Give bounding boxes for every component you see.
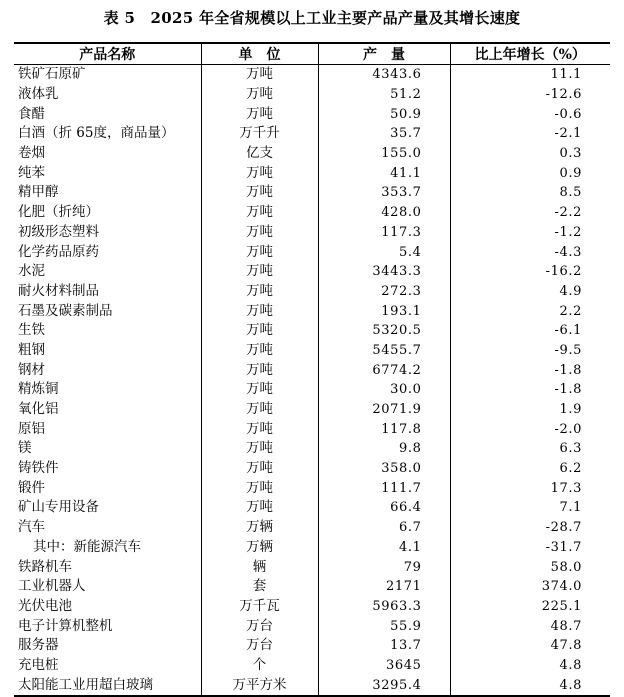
growth-cell: 2.2 — [450, 301, 610, 321]
products-table — [14, 42, 610, 697]
product-name-cell: 锻件 — [18, 479, 45, 496]
output-cell: 353.7 — [318, 183, 450, 203]
product-name-cell: 食醋 — [18, 105, 45, 122]
table-title: 表 5 2025 年全省规模以上工业主要产品产量及其增长速度 — [103, 9, 521, 27]
growth-cell: -4.3 — [450, 242, 610, 262]
product-name-cell: 工业机器人 — [18, 578, 86, 595]
output-cell: 5963.3 — [318, 597, 450, 617]
growth-cell: 4.9 — [450, 282, 610, 302]
unit-cell: 万吨 — [201, 439, 318, 459]
growth-cell: -2.1 — [450, 124, 610, 144]
table-row — [14, 538, 610, 558]
output-cell: 30.0 — [318, 380, 450, 400]
product-name-cell: 卷烟 — [18, 145, 45, 162]
table-row — [14, 124, 610, 144]
product-name-cell: 生铁 — [18, 322, 45, 339]
product-name-cell: 铁矿石原矿 — [18, 66, 86, 83]
unit-cell: 万吨 — [201, 459, 318, 479]
table-row — [14, 380, 610, 400]
unit-cell: 万吨 — [201, 478, 318, 498]
output-cell: 428.0 — [318, 203, 450, 223]
growth-cell: 225.1 — [450, 597, 610, 617]
output-cell: 55.9 — [318, 616, 450, 636]
header-growth: 比上年增长（%） — [450, 43, 610, 65]
unit-cell: 万吨 — [201, 223, 318, 243]
table-row — [14, 557, 610, 577]
growth-cell: -1.2 — [450, 223, 610, 243]
table-row — [14, 85, 610, 105]
product-name-cell: 钢材 — [18, 361, 45, 378]
table-row — [14, 65, 610, 85]
output-cell: 4.1 — [318, 538, 450, 558]
product-name-cell: 粗钢 — [18, 341, 45, 358]
unit-cell: 万吨 — [201, 282, 318, 302]
table-row — [14, 203, 610, 223]
product-name-cell: 服务器 — [18, 637, 59, 654]
table-row — [14, 301, 610, 321]
table-row — [14, 282, 610, 302]
header-output: 产 量 — [318, 43, 450, 65]
growth-cell: 8.5 — [450, 183, 610, 203]
unit-cell: 万台 — [201, 636, 318, 656]
unit-cell: 万吨 — [201, 419, 318, 439]
growth-cell: -0.6 — [450, 104, 610, 124]
table-body — [14, 65, 610, 697]
product-name-cell: 氧化铝 — [18, 401, 59, 418]
output-cell: 111.7 — [318, 478, 450, 498]
output-cell: 3443.3 — [318, 262, 450, 282]
unit-cell: 万吨 — [201, 183, 318, 203]
growth-cell: 374.0 — [450, 577, 610, 597]
output-cell: 2171 — [318, 577, 450, 597]
output-cell: 5.4 — [318, 242, 450, 262]
growth-cell: 7.1 — [450, 498, 610, 518]
product-name-cell: 水泥 — [18, 263, 45, 280]
header-unit: 单 位 — [201, 43, 318, 65]
unit-cell: 万千升 — [201, 124, 318, 144]
table-row — [14, 400, 610, 420]
output-cell: 5320.5 — [318, 321, 450, 341]
growth-cell: 0.9 — [450, 163, 610, 183]
growth-cell: -6.1 — [450, 321, 610, 341]
table-row — [14, 321, 610, 341]
growth-cell: 4.8 — [450, 656, 610, 676]
product-name-cell: 精甲醇 — [18, 184, 59, 201]
growth-cell: 4.8 — [450, 675, 610, 696]
unit-cell: 万吨 — [201, 341, 318, 361]
growth-cell: 17.3 — [450, 478, 610, 498]
unit-cell: 万吨 — [201, 163, 318, 183]
unit-cell: 万辆 — [201, 538, 318, 558]
table-row — [14, 341, 610, 361]
product-name-cell: 矿山专用设备 — [18, 499, 99, 516]
unit-cell: 辆 — [201, 557, 318, 577]
table-row — [14, 675, 610, 696]
unit-cell: 套 — [201, 577, 318, 597]
output-cell: 358.0 — [318, 459, 450, 479]
growth-cell: -1.8 — [450, 380, 610, 400]
unit-cell: 万吨 — [201, 321, 318, 341]
output-cell: 272.3 — [318, 282, 450, 302]
product-name-cell: 液体乳 — [18, 86, 59, 103]
table-row — [14, 242, 610, 262]
table-row — [14, 183, 610, 203]
growth-cell: 11.1 — [450, 65, 610, 85]
unit-cell: 个 — [201, 656, 318, 676]
output-cell: 66.4 — [318, 498, 450, 518]
product-name-cell: 铸铁件 — [18, 460, 59, 477]
growth-cell: -28.7 — [450, 518, 610, 538]
unit-cell: 万吨 — [201, 498, 318, 518]
table-row — [14, 636, 610, 656]
header-product-name: 产品名称 — [14, 43, 201, 65]
product-name-cell: 其中：新能源汽车 — [33, 538, 141, 555]
table-row — [14, 616, 610, 636]
product-name-cell: 石墨及碳素制品 — [18, 302, 113, 319]
product-name-cell: 汽车 — [18, 519, 45, 536]
growth-cell: 6.3 — [450, 439, 610, 459]
table-row — [14, 577, 610, 597]
growth-cell: -12.6 — [450, 85, 610, 105]
output-cell: 6.7 — [318, 518, 450, 538]
output-cell: 3645 — [318, 656, 450, 676]
product-name-cell: 化肥（折纯） — [18, 204, 99, 221]
product-name-cell: 初级形态塑料 — [18, 223, 99, 240]
product-name-cell: 白酒（折 65度，商品量） — [18, 125, 175, 142]
output-cell: 117.8 — [318, 419, 450, 439]
growth-cell: 1.9 — [450, 400, 610, 420]
growth-cell: 0.3 — [450, 144, 610, 164]
growth-cell: -2.0 — [450, 419, 610, 439]
growth-cell: -2.2 — [450, 203, 610, 223]
unit-cell: 万平方米 — [201, 675, 318, 696]
product-name-cell: 原铝 — [18, 420, 45, 437]
product-name-cell: 化学药品原药 — [18, 243, 99, 260]
table-row — [14, 262, 610, 282]
unit-cell: 万台 — [201, 616, 318, 636]
table-row — [14, 163, 610, 183]
product-name-cell: 电子计算机整机 — [18, 617, 113, 634]
unit-cell: 万吨 — [201, 65, 318, 85]
table-header-row — [14, 43, 610, 65]
output-cell: 41.1 — [318, 163, 450, 183]
output-cell: 117.3 — [318, 223, 450, 243]
table-row — [14, 104, 610, 124]
growth-cell: -1.8 — [450, 360, 610, 380]
output-cell: 50.9 — [318, 104, 450, 124]
table-row — [14, 144, 610, 164]
product-name-cell: 充电桩 — [18, 656, 59, 673]
table-row — [14, 459, 610, 479]
unit-cell: 万千瓦 — [201, 597, 318, 617]
growth-cell: 48.7 — [450, 616, 610, 636]
table-row — [14, 360, 610, 380]
unit-cell: 万吨 — [201, 242, 318, 262]
product-name-cell: 镁 — [18, 440, 32, 457]
growth-cell: -31.7 — [450, 538, 610, 558]
output-cell: 79 — [318, 557, 450, 577]
table-row — [14, 419, 610, 439]
unit-cell: 万吨 — [201, 380, 318, 400]
output-cell: 193.1 — [318, 301, 450, 321]
unit-cell: 万吨 — [201, 203, 318, 223]
product-name-cell: 光伏电池 — [18, 597, 72, 614]
output-cell: 5455.7 — [318, 341, 450, 361]
product-name-cell: 太阳能工业用超白玻璃 — [18, 676, 153, 693]
growth-cell: -9.5 — [450, 341, 610, 361]
table-row — [14, 223, 610, 243]
unit-cell: 万吨 — [201, 301, 318, 321]
unit-cell: 万吨 — [201, 104, 318, 124]
output-cell: 9.8 — [318, 439, 450, 459]
table-row — [14, 478, 610, 498]
output-cell: 35.7 — [318, 124, 450, 144]
output-cell: 3295.4 — [318, 675, 450, 696]
unit-cell: 万吨 — [201, 400, 318, 420]
product-name-cell: 精炼铜 — [18, 381, 59, 398]
output-cell: 6774.2 — [318, 360, 450, 380]
unit-cell: 万辆 — [201, 518, 318, 538]
unit-cell: 万吨 — [201, 360, 318, 380]
product-name-cell: 铁路机车 — [18, 558, 72, 575]
product-name-cell: 耐火材料制品 — [18, 282, 99, 299]
table-row — [14, 518, 610, 538]
unit-cell: 万吨 — [201, 85, 318, 105]
output-cell: 13.7 — [318, 636, 450, 656]
unit-cell: 万吨 — [201, 262, 318, 282]
growth-cell: -16.2 — [450, 262, 610, 282]
table-row — [14, 597, 610, 617]
product-name-cell: 纯苯 — [18, 164, 45, 181]
growth-cell: 6.2 — [450, 459, 610, 479]
growth-cell: 58.0 — [450, 557, 610, 577]
output-cell: 2071.9 — [318, 400, 450, 420]
table-row — [14, 439, 610, 459]
unit-cell: 亿支 — [201, 144, 318, 164]
table-row — [14, 498, 610, 518]
output-cell: 51.2 — [318, 85, 450, 105]
output-cell: 4343.6 — [318, 65, 450, 85]
growth-cell: 47.8 — [450, 636, 610, 656]
table-row — [14, 656, 610, 676]
output-cell: 155.0 — [318, 144, 450, 164]
